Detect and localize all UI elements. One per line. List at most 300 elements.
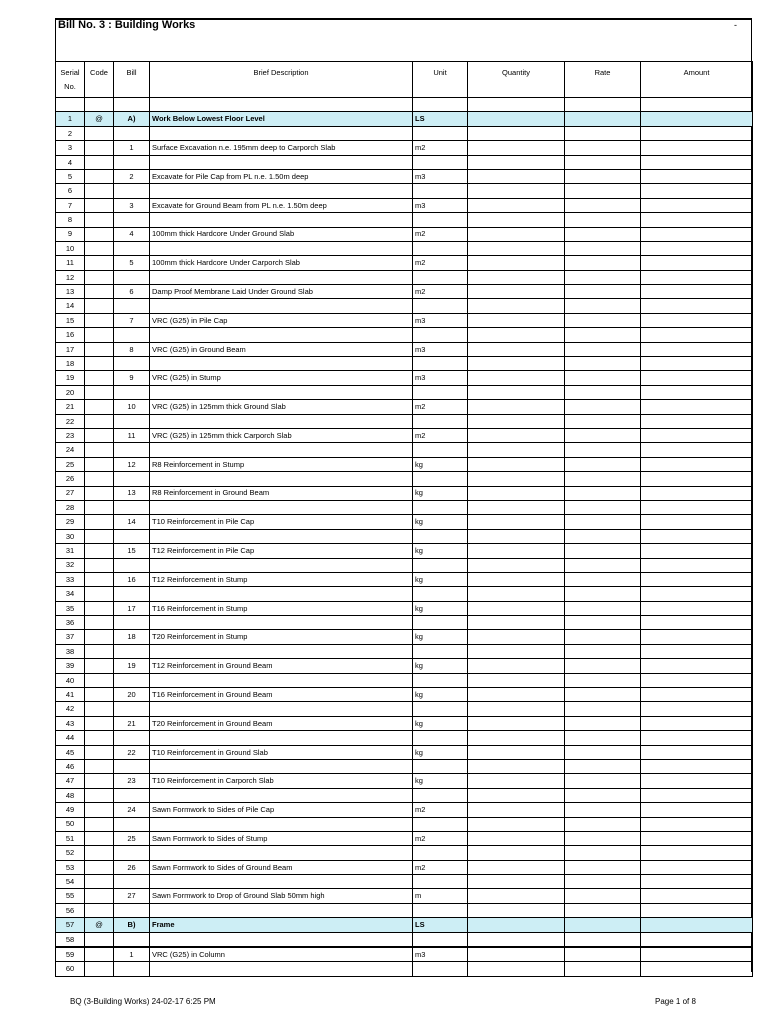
rate-cell (565, 184, 641, 198)
unit-cell: kg (413, 572, 468, 586)
amount-cell (641, 644, 753, 658)
description-cell: Frame (150, 918, 413, 932)
code-cell (85, 227, 114, 241)
rate-cell (565, 630, 641, 644)
table-row (56, 558, 753, 572)
rate-cell (565, 688, 641, 702)
table-row (56, 875, 753, 889)
unit-cell: m3 (413, 313, 468, 327)
serial-cell: 49 (56, 803, 85, 817)
code-cell (85, 342, 114, 356)
code-cell (85, 141, 114, 155)
bill-table-container (55, 61, 752, 977)
code-cell (85, 529, 114, 543)
code-cell (85, 213, 114, 227)
quantity-cell (468, 860, 565, 874)
amount-cell (641, 169, 753, 183)
description-cell (150, 126, 413, 140)
quantity-cell (468, 198, 565, 212)
serial-cell: 43 (56, 716, 85, 730)
table-row (56, 788, 753, 802)
serial-cell: 21 (56, 400, 85, 414)
rate-cell (565, 544, 641, 558)
rate-cell (565, 313, 641, 327)
code-cell: @ (85, 918, 114, 932)
table-row (56, 616, 753, 630)
serial-cell: 26 (56, 472, 85, 486)
quantity-cell (468, 932, 565, 947)
unit-cell (413, 270, 468, 284)
rate-cell (565, 328, 641, 342)
code-cell: @ (85, 112, 114, 126)
bill-cell: 24 (114, 803, 150, 817)
rate-cell (565, 587, 641, 601)
quantity-cell (468, 486, 565, 500)
quantity-cell (468, 126, 565, 140)
table-row (56, 673, 753, 687)
rate-cell (565, 903, 641, 917)
quantity-cell (468, 256, 565, 270)
rate-cell (565, 400, 641, 414)
amount-cell (641, 184, 753, 198)
amount-cell (641, 270, 753, 284)
unit-cell (413, 414, 468, 428)
serial-cell: 9 (56, 227, 85, 241)
table-row (56, 630, 753, 644)
unit-cell (413, 962, 468, 976)
amount-cell (641, 285, 753, 299)
quantity-cell (468, 947, 565, 962)
rate-cell (565, 428, 641, 442)
amount-cell (641, 198, 753, 212)
bill-cell (114, 443, 150, 457)
table-row (56, 817, 753, 831)
quantity-cell (468, 385, 565, 399)
amount-cell (641, 716, 753, 730)
description-cell: Sawn Formwork to Sides of Pile Cap (150, 803, 413, 817)
table-row (56, 457, 753, 471)
description-cell: Surface Excavation n.e. 195mm deep to Carporch Slab (150, 141, 413, 155)
quantity-cell (468, 357, 565, 371)
quantity-cell (468, 285, 565, 299)
code-cell (85, 702, 114, 716)
rate-cell (565, 716, 641, 730)
code-cell (85, 644, 114, 658)
amount-cell (641, 759, 753, 773)
bill-cell (114, 673, 150, 687)
description-cell: VRC (G25) in Column (150, 947, 413, 962)
amount-cell (641, 673, 753, 687)
rate-cell (565, 414, 641, 428)
amount-cell (641, 601, 753, 615)
description-cell (150, 270, 413, 284)
amount-cell (641, 659, 753, 673)
bill-cell: A) (114, 112, 150, 126)
bill-cell: 13 (114, 486, 150, 500)
bill-cell: 9 (114, 371, 150, 385)
code-cell (85, 572, 114, 586)
unit-cell: m2 (413, 803, 468, 817)
code-cell (85, 716, 114, 730)
table-row (56, 932, 753, 947)
quantity-cell (468, 601, 565, 615)
code-cell (85, 198, 114, 212)
unit-cell (413, 126, 468, 140)
bill-cell: 4 (114, 227, 150, 241)
table-row (56, 371, 753, 385)
code-cell (85, 903, 114, 917)
code-cell (85, 817, 114, 831)
quantity-cell (468, 155, 565, 169)
amount-cell (641, 947, 753, 962)
amount-cell (641, 428, 753, 442)
unit-cell: kg (413, 457, 468, 471)
unit-cell (413, 98, 468, 112)
unit-cell (413, 472, 468, 486)
unit-cell: m2 (413, 428, 468, 442)
unit-cell: kg (413, 774, 468, 788)
code-cell (85, 472, 114, 486)
bill-cell: 18 (114, 630, 150, 644)
description-cell (150, 932, 413, 947)
table-row (56, 889, 753, 903)
unit-cell: m2 (413, 141, 468, 155)
description-cell: VRC (G25) in 125mm thick Carporch Slab (150, 428, 413, 442)
header-amount: Amount (641, 62, 753, 98)
unit-cell: m3 (413, 371, 468, 385)
bill-cell (114, 500, 150, 514)
quantity-cell (468, 558, 565, 572)
code-cell (85, 457, 114, 471)
unit-cell (413, 875, 468, 889)
bill-cell (114, 213, 150, 227)
description-cell (150, 903, 413, 917)
unit-cell: m2 (413, 227, 468, 241)
bill-cell: 15 (114, 544, 150, 558)
bill-cell: 2 (114, 169, 150, 183)
rate-cell (565, 385, 641, 399)
description-cell: T12 Reinforcement in Ground Beam (150, 659, 413, 673)
quantity-cell (468, 184, 565, 198)
unit-cell (413, 817, 468, 831)
description-cell (150, 299, 413, 313)
quantity-cell (468, 213, 565, 227)
code-cell (85, 385, 114, 399)
code-cell (85, 400, 114, 414)
table-row (56, 155, 753, 169)
table-row (56, 385, 753, 399)
serial-cell: 24 (56, 443, 85, 457)
code-cell (85, 500, 114, 514)
description-cell (150, 357, 413, 371)
quantity-cell (468, 774, 565, 788)
amount-cell (641, 846, 753, 860)
bill-cell: 16 (114, 572, 150, 586)
serial-cell: 32 (56, 558, 85, 572)
bill-cell: 22 (114, 745, 150, 759)
amount-cell (641, 385, 753, 399)
bill-cell: 10 (114, 400, 150, 414)
bill-cell: 7 (114, 313, 150, 327)
unit-cell: m3 (413, 947, 468, 962)
unit-cell: m3 (413, 342, 468, 356)
amount-cell (641, 457, 753, 471)
description-cell (150, 472, 413, 486)
amount-cell (641, 745, 753, 759)
amount-cell (641, 962, 753, 976)
rate-cell (565, 947, 641, 962)
serial-cell: 35 (56, 601, 85, 615)
description-cell (150, 788, 413, 802)
amount-cell (641, 788, 753, 802)
bill-cell (114, 126, 150, 140)
table-row (56, 846, 753, 860)
rate-cell (565, 457, 641, 471)
code-cell (85, 875, 114, 889)
description-cell (150, 558, 413, 572)
description-cell (150, 98, 413, 112)
unit-cell (413, 184, 468, 198)
rate-cell (565, 486, 641, 500)
unit-cell: kg (413, 716, 468, 730)
quantity-cell (468, 962, 565, 976)
unit-cell: LS (413, 112, 468, 126)
code-cell (85, 428, 114, 442)
quantity-cell (468, 831, 565, 845)
rate-cell (565, 918, 641, 932)
corner-mark: - (734, 20, 737, 30)
serial-cell: 8 (56, 213, 85, 227)
serial-cell: 57 (56, 918, 85, 932)
description-cell (150, 702, 413, 716)
unit-cell (413, 759, 468, 773)
table-row (56, 572, 753, 586)
rate-cell (565, 112, 641, 126)
bill-cell (114, 184, 150, 198)
description-cell (150, 500, 413, 514)
footer-file-info: BQ (3-Building Works) 24-02-17 6:25 PM (70, 997, 216, 1006)
amount-cell (641, 342, 753, 356)
code-cell (85, 414, 114, 428)
quantity-cell (468, 731, 565, 745)
serial-cell: 10 (56, 241, 85, 255)
description-cell (150, 385, 413, 399)
quantity-cell (468, 572, 565, 586)
section-row (56, 112, 753, 126)
description-cell (150, 731, 413, 745)
table-row (56, 644, 753, 658)
code-cell (85, 831, 114, 845)
serial-cell: 3 (56, 141, 85, 155)
bill-cell (114, 846, 150, 860)
code-cell (85, 285, 114, 299)
description-cell: T20 Reinforcement in Stump (150, 630, 413, 644)
quantity-cell (468, 529, 565, 543)
quantity-cell (468, 889, 565, 903)
header-rate: Rate (565, 62, 641, 98)
bill-cell: 6 (114, 285, 150, 299)
description-cell (150, 616, 413, 630)
rate-cell (565, 601, 641, 615)
header-unit: Unit (413, 62, 468, 98)
rate-cell (565, 889, 641, 903)
bill-cell (114, 875, 150, 889)
header-code: Code (85, 62, 114, 98)
amount-cell (641, 688, 753, 702)
rate-cell (565, 141, 641, 155)
quantity-cell (468, 227, 565, 241)
serial-cell: 17 (56, 342, 85, 356)
table-row (56, 313, 753, 327)
quantity-cell (468, 313, 565, 327)
rate-cell (565, 299, 641, 313)
amount-cell (641, 414, 753, 428)
serial-cell: 5 (56, 169, 85, 183)
description-cell: Damp Proof Membrane Laid Under Ground Slab (150, 285, 413, 299)
unit-cell (413, 357, 468, 371)
table-row (56, 702, 753, 716)
serial-cell: 58 (56, 932, 85, 947)
code-cell (85, 932, 114, 947)
serial-cell: 34 (56, 587, 85, 601)
rate-cell (565, 875, 641, 889)
amount-cell (641, 803, 753, 817)
unit-cell: LS (413, 918, 468, 932)
bill-table (55, 61, 753, 977)
amount-cell (641, 500, 753, 514)
rate-cell (565, 962, 641, 976)
serial-cell: 50 (56, 817, 85, 831)
table-row (56, 759, 753, 773)
unit-cell (413, 846, 468, 860)
quantity-cell (468, 918, 565, 932)
rate-cell (565, 126, 641, 140)
rate-cell (565, 213, 641, 227)
description-cell: T10 Reinforcement in Ground Slab (150, 745, 413, 759)
serial-cell: 19 (56, 371, 85, 385)
bill-cell (114, 328, 150, 342)
rate-cell (565, 702, 641, 716)
code-cell (85, 299, 114, 313)
table-row (56, 515, 753, 529)
rate-cell (565, 788, 641, 802)
amount-cell (641, 515, 753, 529)
bill-cell (114, 529, 150, 543)
serial-cell: 1 (56, 112, 85, 126)
table-row (56, 731, 753, 745)
rate-cell (565, 270, 641, 284)
quantity-cell (468, 803, 565, 817)
table-row (56, 198, 753, 212)
serial-cell: 2 (56, 126, 85, 140)
rate-cell (565, 357, 641, 371)
rate-cell (565, 745, 641, 759)
unit-cell (413, 213, 468, 227)
table-row (56, 860, 753, 874)
quantity-cell (468, 745, 565, 759)
quantity-cell (468, 472, 565, 486)
table-row (56, 169, 753, 183)
code-cell (85, 443, 114, 457)
amount-cell (641, 155, 753, 169)
serial-cell: 18 (56, 357, 85, 371)
quantity-cell (468, 759, 565, 773)
amount-cell (641, 357, 753, 371)
table-header-row (56, 62, 753, 98)
quantity-cell (468, 443, 565, 457)
description-cell: VRC (G25) in Stump (150, 371, 413, 385)
unit-cell: m3 (413, 198, 468, 212)
amount-cell (641, 558, 753, 572)
serial-cell: 23 (56, 428, 85, 442)
description-cell: VRC (G25) in Ground Beam (150, 342, 413, 356)
rate-cell (565, 371, 641, 385)
table-row (56, 529, 753, 543)
table-row (56, 270, 753, 284)
code-cell (85, 803, 114, 817)
bill-cell: 1 (114, 141, 150, 155)
code-cell (85, 889, 114, 903)
quantity-cell (468, 716, 565, 730)
amount-cell (641, 889, 753, 903)
rate-cell (565, 515, 641, 529)
description-cell: T12 Reinforcement in Stump (150, 572, 413, 586)
code-cell (85, 328, 114, 342)
header-serial: Serial No. (56, 62, 85, 98)
bill-cell (114, 558, 150, 572)
unit-cell (413, 616, 468, 630)
unit-cell (413, 385, 468, 399)
code-cell (85, 515, 114, 529)
serial-cell: 45 (56, 745, 85, 759)
description-cell (150, 155, 413, 169)
serial-cell: 16 (56, 328, 85, 342)
description-cell: Sawn Formwork to Drop of Ground Slab 50mm high (150, 889, 413, 903)
code-cell (85, 788, 114, 802)
table-row (56, 716, 753, 730)
code-cell (85, 774, 114, 788)
unit-cell (413, 644, 468, 658)
serial-cell: 53 (56, 860, 85, 874)
quantity-cell (468, 169, 565, 183)
description-cell: R8 Reinforcement in Ground Beam (150, 486, 413, 500)
description-cell: T12 Reinforcement in Pile Cap (150, 544, 413, 558)
description-cell: 100mm thick Hardcore Under Carporch Slab (150, 256, 413, 270)
bill-cell (114, 155, 150, 169)
unit-cell (413, 903, 468, 917)
quantity-cell (468, 817, 565, 831)
bill-cell (114, 98, 150, 112)
code-cell (85, 155, 114, 169)
rate-cell (565, 529, 641, 543)
table-row (56, 285, 753, 299)
table-row (56, 500, 753, 514)
unit-cell: kg (413, 515, 468, 529)
code-cell (85, 357, 114, 371)
table-body (56, 98, 753, 977)
unit-cell: kg (413, 630, 468, 644)
table-row (56, 141, 753, 155)
serial-cell: 44 (56, 731, 85, 745)
bill-cell (114, 414, 150, 428)
serial-cell: 46 (56, 759, 85, 773)
amount-cell (641, 572, 753, 586)
bill-cell: 17 (114, 601, 150, 615)
bill-cell: 21 (114, 716, 150, 730)
amount-cell (641, 616, 753, 630)
bill-cell: 3 (114, 198, 150, 212)
rate-cell (565, 831, 641, 845)
